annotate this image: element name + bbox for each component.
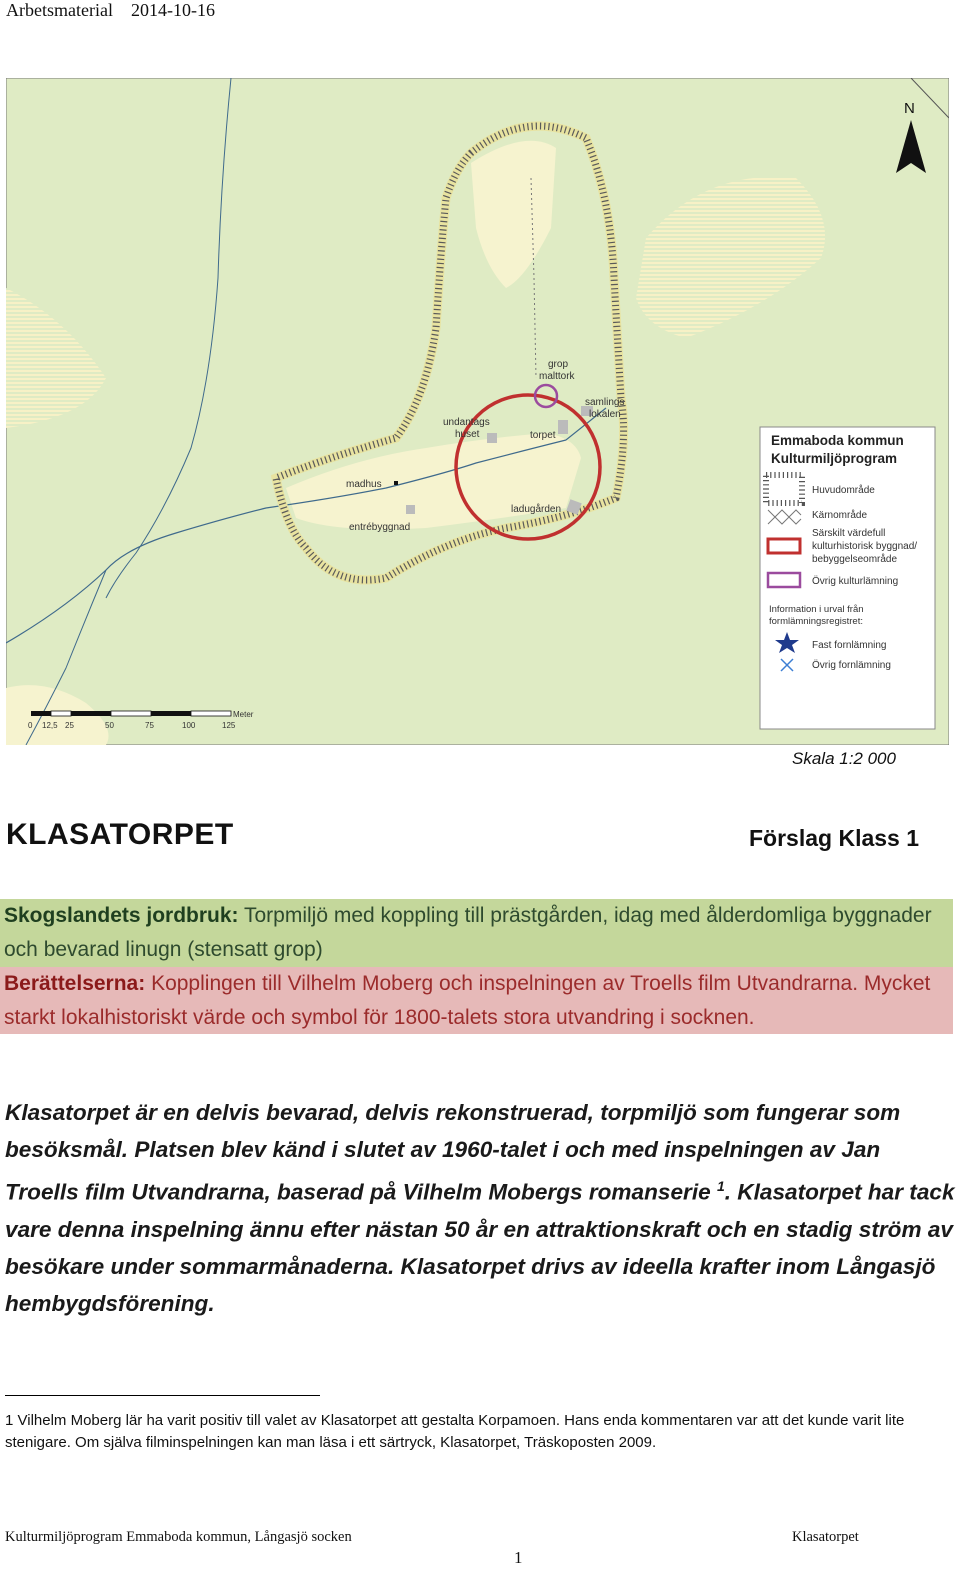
label-huset: huset <box>455 429 480 440</box>
svg-text:0: 0 <box>28 721 33 730</box>
svg-text:kulturhistorisk byggnad/: kulturhistorisk byggnad/ <box>812 541 918 552</box>
north-label: N <box>904 100 915 117</box>
svg-text:75: 75 <box>145 721 154 730</box>
site-map <box>6 78 949 745</box>
svg-text:Huvudområde: Huvudområde <box>812 485 875 496</box>
footnote-divider <box>5 1395 320 1396</box>
svg-text:bebyggelseområde: bebyggelseområde <box>812 554 898 565</box>
label-ladugarden: ladugården <box>511 504 562 515</box>
band-berattelserna <box>0 967 953 1034</box>
svg-text:12,5: 12,5 <box>42 721 58 730</box>
page-title: KLASATORPET <box>6 818 234 851</box>
scale-label: Skala 1:2 000 <box>792 749 896 768</box>
klass-label: Förslag Klass 1 <box>749 825 920 851</box>
footnote: 1 Vilhelm Moberg lär ha varit positiv till valet av Klasatorpet att gestalta Korpamoen. Hans enda kommentaren var att det kunde varit lite stenigare. Om själva filminspelningen kan man läsa i ett särtryck, Klasatorpet, Träskoposten 2009. <box>5 1412 905 1451</box>
svg-text:25: 25 <box>65 721 74 730</box>
svg-text:Kulturmiljöprogram: Kulturmiljöprogram <box>771 451 898 466</box>
label-samlings: samlings <box>585 397 625 408</box>
svg-text:Särskilt värdefull: Särskilt värdefull <box>812 528 886 539</box>
label-madhus: madhus <box>346 479 382 490</box>
building-torpet <box>558 420 568 434</box>
svg-text:Information i urval från: Information i urval från <box>769 604 864 615</box>
band-jordbruk <box>0 899 953 967</box>
page-number: 1 <box>514 1548 523 1567</box>
svg-text:50: 50 <box>105 721 114 730</box>
svg-text:125: 125 <box>222 721 236 730</box>
body-paragraph <box>5 1094 955 1322</box>
svg-text:Fast fornlämning: Fast fornlämning <box>812 640 887 651</box>
svg-text:Emmaboda kommun: Emmaboda kommun <box>771 433 904 448</box>
body-part2: . Klasatorpet har tack vare denna inspelning ännu efter nästan 50 år en attraktionskraft och en stadig ström av besökare under sommarmånaderna. Klasatorpet drivs av ideella krafter inom Långasjö hembygdsförening. <box>5 1179 955 1316</box>
map-legend <box>760 427 935 729</box>
header-date: 2014-10-16 <box>130 0 215 20</box>
building-madhus <box>394 481 398 485</box>
band-jordbruk-text: Torpmiljö med koppling till prästgården, idag med ålderdomliga byggnader och bevarad linugn (stensatt grop) <box>4 904 932 961</box>
svg-text:Övrig fornlämning: Övrig fornlämning <box>812 660 891 671</box>
label-malttork: malttork <box>539 371 575 382</box>
label-lokalen: lokalen <box>589 409 621 420</box>
label-entrebyggnad: entrébyggnad <box>349 522 411 533</box>
building-entrebyggnad <box>406 505 415 514</box>
band-berattelserna-text: Kopplingen till Vilhelm Moberg och inspelningen av Troells film Utvandrarna. Mycket starkt lokalhistoriskt värde och symbol för 1800-talets stora utvandring i socknen. <box>4 972 931 1029</box>
footer-left: Kulturmiljöprogram Emmaboda kommun, Långasjö socken <box>5 1529 352 1545</box>
header-label: Arbetsmaterial <box>6 0 113 20</box>
label-torpet: torpet <box>530 430 556 441</box>
footer-right: Klasatorpet <box>792 1529 859 1545</box>
svg-text:formlämningsregistret:: formlämningsregistret: <box>769 616 863 627</box>
svg-text:100: 100 <box>182 721 196 730</box>
body-part1: Klasatorpet är en delvis bevarad, delvis rekonstruerad, torpmiljö som fungerar som besöksmål. Platsen blev känd i slutet av 1960-talet i och med inspelningen av Jan Troells film Utvandrarna, baserad på Vilhelm Mobergs romanserie <box>5 1100 901 1205</box>
svg-text:Meter: Meter <box>233 710 254 719</box>
footnote-ref[interactable]: 1 <box>716 1178 725 1194</box>
page-header <box>6 0 233 21</box>
band-jordbruk-heading: Skogslandets jordbruk: <box>4 904 239 927</box>
svg-text:Övrig kulturlämning: Övrig kulturlämning <box>812 576 899 587</box>
label-undantags: undantags <box>443 417 490 428</box>
building-undantagshuset <box>487 433 497 443</box>
band-berattelserna-heading: Berättelserna: <box>4 972 146 995</box>
svg-text:Kärnområde: Kärnområde <box>812 510 868 521</box>
label-grop: grop <box>548 359 569 370</box>
